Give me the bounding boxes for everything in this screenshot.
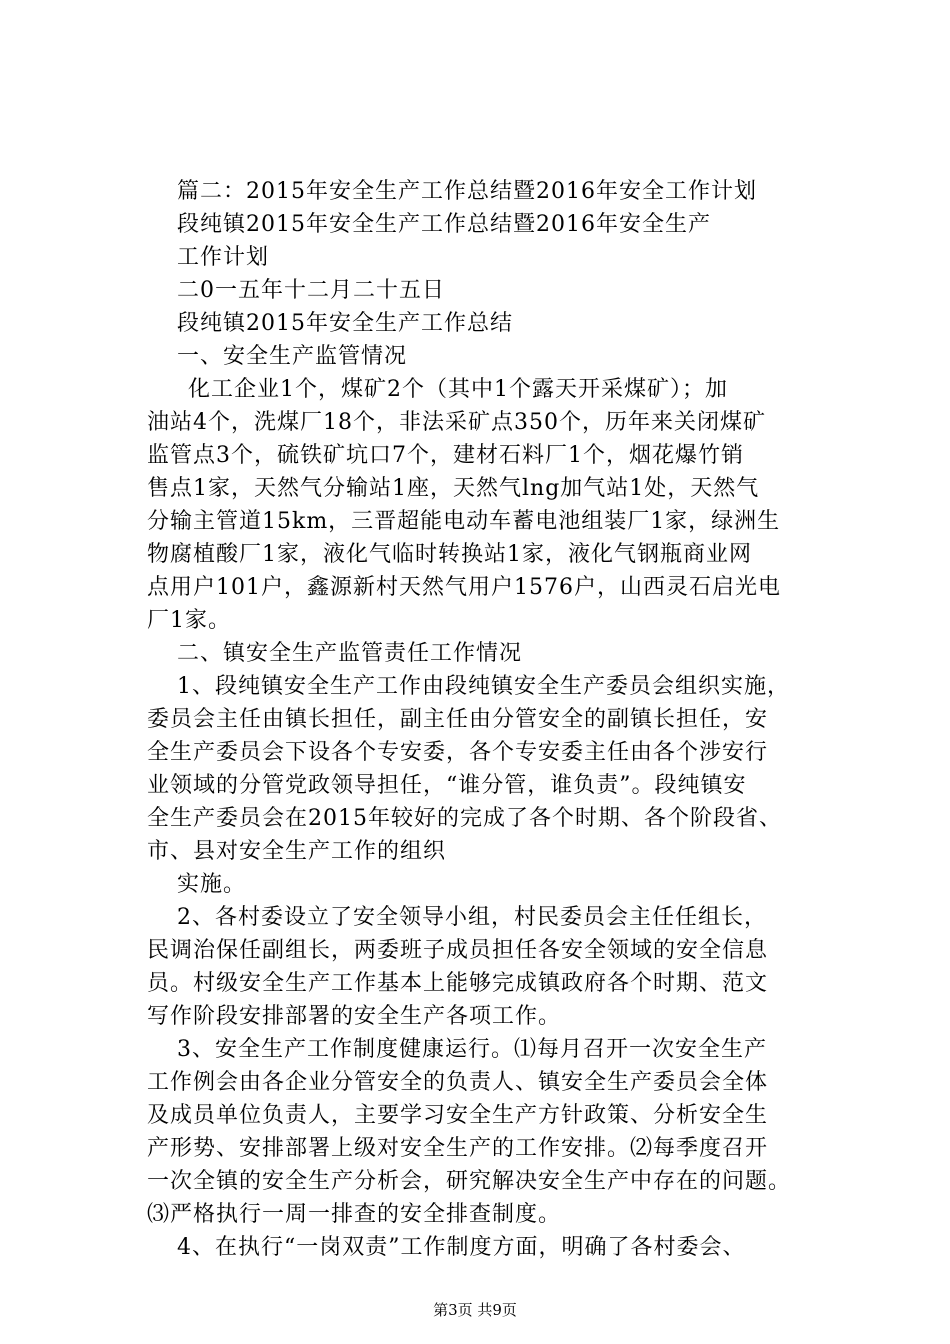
paragraph-line: 员。村级安全生产工作基本上能够完成镇政府各个时期、范文	[147, 971, 769, 996]
paragraph-line: 点用户101户，鑫源新村天然气用户1576户，山西灵石启光电	[147, 575, 781, 600]
paragraph-line: 工作例会由各企业分管安全的负责人、镇安全生产委员会全体	[147, 1070, 769, 1095]
document-date: 二0一五年十二月二十五日	[177, 278, 445, 303]
document-title-line-1: 段纯镇2015年安全生产工作总结暨2016年安全生产	[177, 212, 711, 237]
paragraph-line: 及成员单位负责人，主要学习安全生产方针政策、分析安全生	[147, 1103, 769, 1128]
page-footer: 第3页 共9页	[433, 1301, 517, 1319]
paragraph-line: 售点1家，天然气分输站1座，天然气lng加气站1处，天然气	[147, 476, 760, 501]
paragraph-line: 油站4个，洗煤厂18个，非法采矿点350个，历年来关闭煤矿	[147, 410, 766, 435]
paragraph-line: 业领域的分管党政领导担任，“谁分管，谁负责”。段纯镇安	[147, 773, 747, 798]
heading-responsibility: 二、镇安全生产监管责任工作情况	[177, 641, 523, 666]
paragraph-line: 4、在执行“一岗双责”工作制度方面，明确了各村委会、	[177, 1235, 746, 1260]
paragraph-line: 全生产委员会在2015年较好的完成了各个时期、各个阶段省、	[147, 806, 782, 831]
paragraph-line: 一次全镇的安全生产分析会，研究解决安全生产中存在的问题。	[147, 1169, 792, 1194]
paragraph-line: 全生产委员会下设各个专安委，各个专安委主任由各个涉安行	[147, 740, 769, 765]
paragraph-line: 2、各村委设立了安全领导小组，村民委员会主任任组长，	[177, 905, 767, 930]
paragraph-line: 物腐植酸厂1家，液化气临时转换站1家，液化气钢瓶商业网	[147, 542, 752, 567]
paragraph-line: ⑶严格执行一周一排查的安全排查制度。	[147, 1202, 562, 1227]
heading-supervision-status: 一、安全生产监管情况	[177, 344, 408, 369]
paragraph-line: 产形势、安排部署上级对安全生产的工作安排。⑵每季度召开	[147, 1136, 769, 1161]
paragraph-line: 监管点3个，硫铁矿坑口7个，建材石料厂1个，烟花爆竹销	[147, 443, 744, 468]
paragraph-line: 化工企业1个，煤矿2个（其中1个露天开采煤矿）；加	[188, 377, 728, 402]
section-heading: 篇二：2015年安全生产工作总结暨2016年安全工作计划	[177, 179, 757, 204]
paragraph-line: 厂1家。	[147, 608, 231, 633]
paragraph-line: 委员会主任由镇长担任，副主任由分管安全的副镇长担任，安	[147, 707, 769, 732]
paragraph-line: 实施。	[177, 872, 247, 897]
paragraph-line: 3、安全生产工作制度健康运行。⑴每月召开一次安全生产	[177, 1037, 767, 1062]
paragraph-line: 写作阶段安排部署的安全生产各项工作。	[147, 1004, 562, 1029]
paragraph-line: 1、段纯镇安全生产工作由段纯镇安全生产委员会组织实施，	[177, 674, 790, 699]
document-title-line-2: 工作计划	[177, 245, 270, 270]
summary-title: 段纯镇2015年安全生产工作总结	[177, 311, 513, 336]
paragraph-line: 分输主管道15km，三晋超能电动车蓄电池组装厂1家，绿洲生	[147, 509, 781, 534]
paragraph-line: 市、县对安全生产工作的组织	[147, 839, 447, 864]
paragraph-line: 民调治保任副组长，两委班子成员担任各安全领域的安全信息	[147, 938, 769, 963]
